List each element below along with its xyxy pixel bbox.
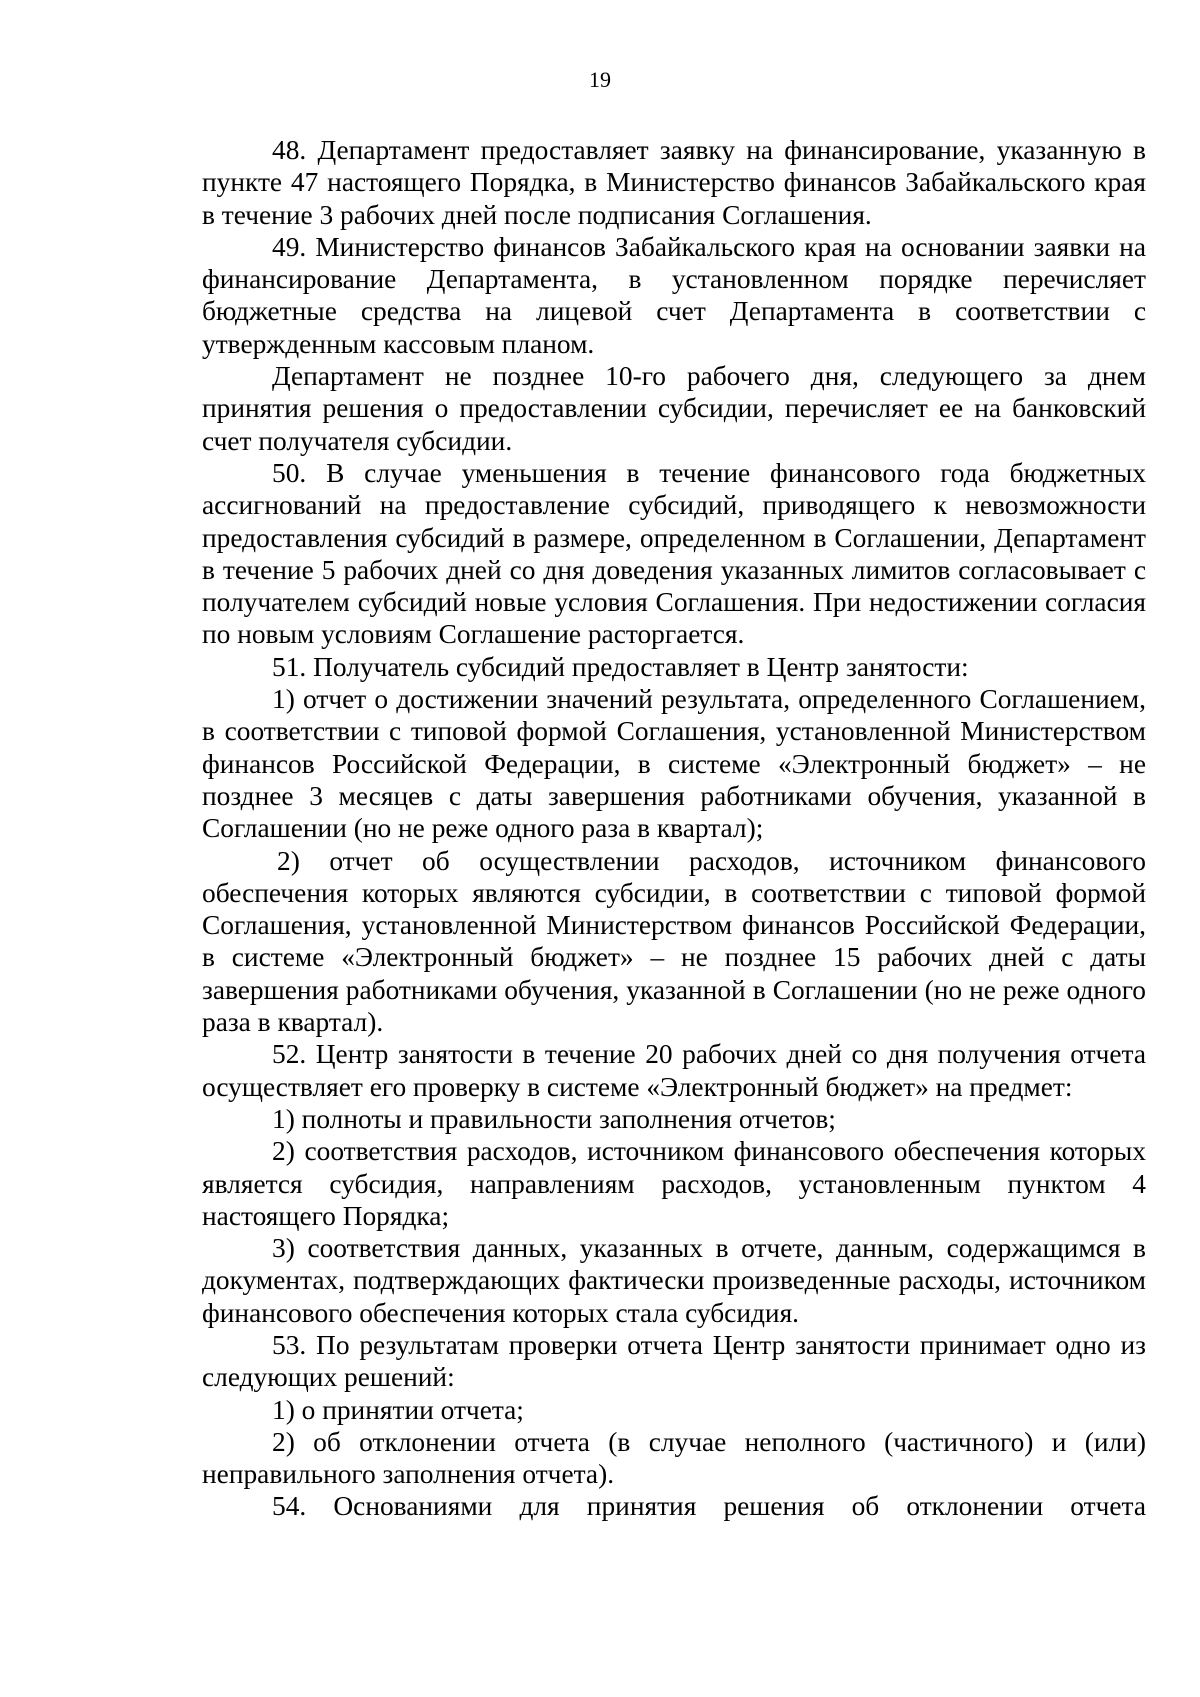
paragraph-53-item-1: 1) о принятии отчета;: [272, 1394, 524, 1425]
page-number: 19: [589, 67, 611, 92]
paragraph-53-item-2: 2) об отклонении отчета (в случае неполного (частичного) и (или) неправильного заполнения отчета).: [202, 1426, 1146, 1490]
paragraph-49-transfer: Департамент не позднее 10-го рабочего дня, следующего за днем принятия решения о предоставлении субсидии, перечисляет ее на банковский счет получателя субсидии.: [202, 361, 1146, 456]
paragraph-52: 52. Центр занятости в течение 20 рабочих дней со дня получения отчета осуществляет его проверку в системе «Электронный бюджет» на предмет:: [202, 1039, 1146, 1102]
paragraph-48: 48. Департамент предоставляет заявку на финансирование, указанную в пункте 47 настоящего Порядка, в Министерство финансов Забайкальского края в течение 3 рабочих дней после подписания Соглашения.: [202, 135, 1146, 230]
document-body: [202, 134, 1146, 1523]
paragraph-52-item-1: 1) полноты и правильности заполнения отчетов;: [272, 1103, 836, 1134]
paragraph-49: 49. Министерство финансов Забайкальского края на основании заявки на финансирование Департамента, в установленном порядке перечисляет бюджетные средства на лицевой счет Департамента в соответствии с утвержденным кассовым планом.: [202, 231, 1146, 359]
paragraph-53: 53. По результатам проверки отчета Центр занятости принимает одно из следующих решений:: [202, 1329, 1146, 1393]
paragraph-54: 54. Основаниями для принятия решения об отклонении отчета: [272, 1491, 1146, 1522]
paragraph-51-item-1: 1) отчет о достижении значений результата, определенного Соглашением, в соответствии с типовой формой Соглашения, установленной Министерством финансов Российской Федерации, в системе «Электронный бюджет» – не позднее 3 месяцев с даты завершения работниками обучения, указанной в Соглашении (но не реже одного раза в квартал);: [202, 684, 1146, 844]
paragraph-52-item-3: 3) соответствия данных, указанных в отчете, данным, содержащимся в документах, подтверждающих фактически произведенные расходы, источником финансового обеспечения которых стала субсидия.: [202, 1233, 1146, 1328]
paragraph-50: 50. В случае уменьшения в течение финансового года бюджетных ассигнований на предоставление субсидий, приводящего к невозможности предоставления субсидий в размере, определенном в Соглашении, Департамент в течение 5 рабочих дней со дня доведения указанных лимитов согласовывает с получателем субсидий новые условия Соглашения. При недостижении согласия по новым условиям Соглашение расторгается.: [202, 457, 1146, 650]
paragraph-51: 51. Получатель субсидий предоставляет в Центр занятости:: [272, 651, 969, 682]
paragraph-51-item-2: 2) отчет об осуществлении расходов, источником финансового обеспечения которых являются субсидии, в соответствии с типовой формой Соглашения, установленной Министерством финансов Российской Федерации, в системе «Электронный бюджет» – не позднее 15 рабочих дней с даты завершения работниками обучения, указанной в Соглашении (но не реже одного раза в квартал).: [202, 845, 1146, 1038]
paragraph-52-item-2: 2) соответствия расходов, источником финансового обеспечения которых является субсидия, направлениям расходов, установленным пунктом 4 настоящего Порядка;: [202, 1136, 1146, 1231]
